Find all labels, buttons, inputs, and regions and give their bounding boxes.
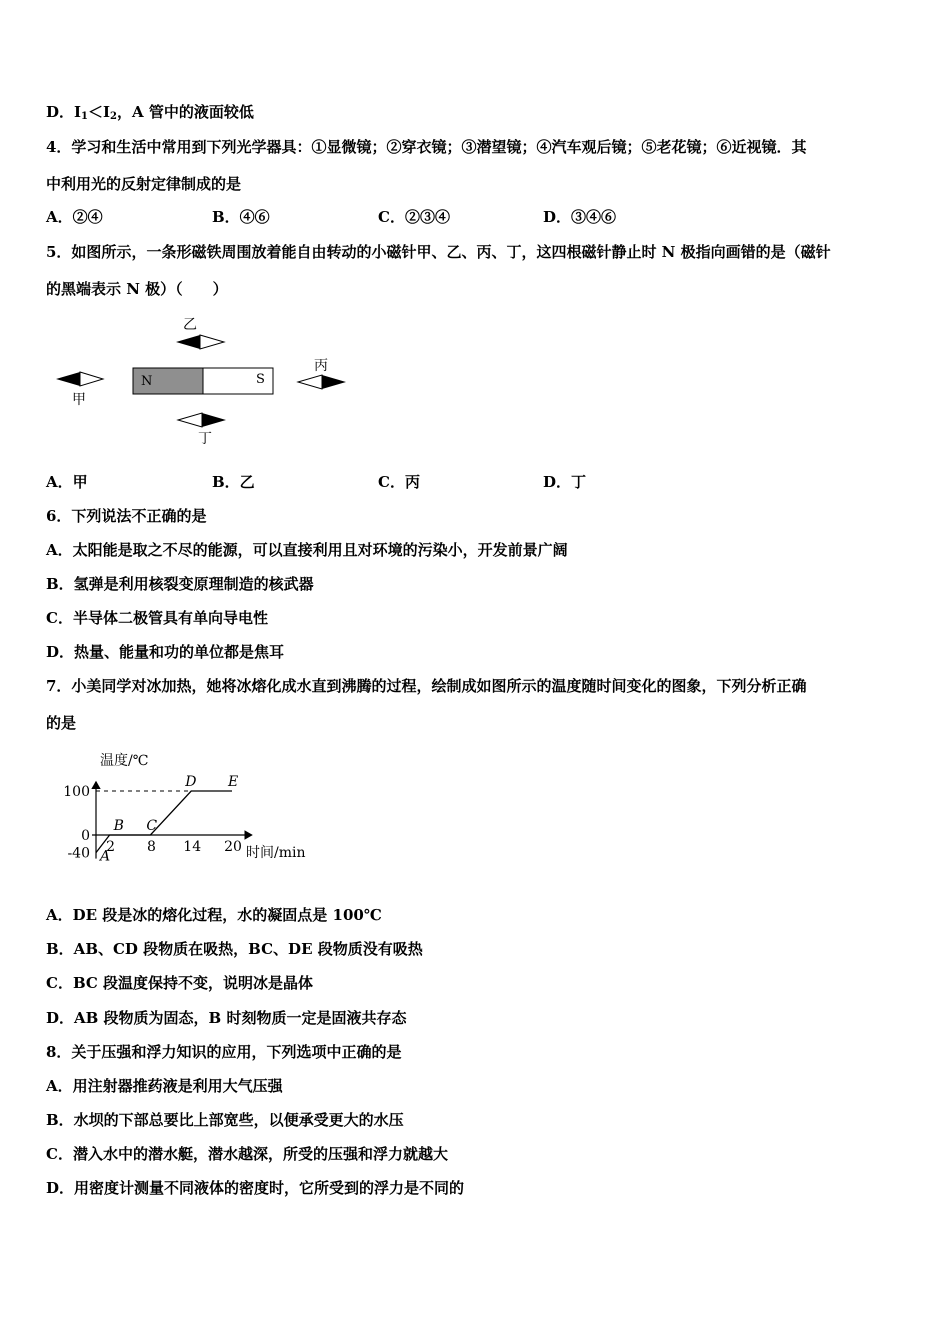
q3-option-d: D．$I_1<I_2$，A 管中的液面较低 [46,103,254,122]
magnet-figure [40,308,360,453]
point-label-a: A [100,848,111,865]
q6-option-c: C．半导体二极管具有单向导电性 [46,609,268,627]
q7-stem-line2: 的是 [46,714,77,732]
q7-option-b: B．AB、CD 段物质在吸热，BC、DE 段物质没有吸热 [46,940,423,958]
y-tick-label: -40 [67,845,90,862]
q4-option-a: A．②④ [46,208,103,226]
q8-option-a: A．用注射器推药液是利用大气压强 [46,1077,283,1095]
q7-option-d: D．AB 段物质为固态，B 时刻物质一定是固液共存态 [46,1009,407,1027]
q5-stem-line2: 的黑端表示 N 极）（ ） [46,280,228,298]
q7-option-c: C．BC 段温度保持不变，说明冰是晶体 [46,974,314,992]
q5-option-c: C．丙 [378,473,420,491]
q7-stem-line1: 7．小美同学对冰加热，她将冰熔化成水直到沸腾的过程，绘制成如图所示的温度随时间变化的图象，下列分析正确 [46,677,807,695]
needle-jia-label: 甲 [72,392,86,408]
q8-stem: 8．关于压强和浮力知识的应用，下列选项中正确的是 [46,1043,402,1061]
x-tick-label: 8 [146,839,156,855]
temperature-time-chart [46,745,326,890]
q4-option-b: B．④⑥ [212,208,270,226]
magnet-n-label: N [141,374,153,389]
q8-option-c: C．潜入水中的潜水艇，潜水越深，所受的压强和浮力就越大 [46,1145,448,1163]
x-tick-label: 2 [106,839,116,855]
point-label-d: D [185,774,197,790]
q8-option-b: B．水坝的下部总要比上部宽些，以便承受更大的水压 [46,1111,404,1129]
q5-stem-line1: 5．如图所示，一条形磁铁周围放着能自由转动的小磁针甲、乙、丙、丁，这四根磁针静止时 N 极指向画错的是（磁针 [46,243,831,261]
needle-ding-label: 丁 [198,431,212,447]
x-tick-label: 20 [224,839,242,855]
q6-option-b: B．氢弹是利用核裂变原理制造的核武器 [46,575,314,593]
y-tick-label: 100 [63,784,90,800]
q4-option-c: C．②③④ [378,208,450,226]
point-label-c: C [146,818,158,834]
magnet-s-label: S [256,372,265,387]
y-axis-label: 温度/℃ [100,753,149,769]
q4-option-d: D．③④⑥ [543,208,617,226]
needle-yi [176,335,224,349]
q6-option-a: A．太阳能是取之不尽的能源，可以直接利用且对环境的污染小，开发前景广阔 [46,541,568,559]
needle-bing [298,375,346,389]
point-label-e: E [228,774,239,790]
y-tick-label: 0 [81,828,90,844]
q5-option-b: B．乙 [212,473,255,491]
needle-bing-label: 丙 [314,358,328,374]
q4-stem-line2: 中利用光的反射定律制成的是 [46,175,242,193]
needle-ding [178,413,226,427]
needle-jia [56,372,103,386]
q7-option-a: A．DE 段是冰的熔化过程，水的凝固点是 100℃ [46,906,382,924]
x-tick-label: 14 [183,839,202,855]
q5-option-a: A．甲 [46,473,88,491]
q6-stem: 6．下列说法不正确的是 [46,507,207,525]
point-label-b: B [113,818,124,834]
x-axis-label: 时间/min [246,845,306,861]
q8-option-d: D．用密度计测量不同液体的密度时，它所受到的浮力是不同的 [46,1179,465,1197]
q6-option-d: D．热量、能量和功的单位都是焦耳 [46,643,285,661]
q5-option-d: D．丁 [543,473,587,491]
q4-stem-line1: 4．学习和生活中常用到下列光学器具：①显微镜；②穿衣镜；③潜望镜；④汽车观后镜；⑤老花镜；⑥近视镜．其 [46,138,807,156]
needle-yi-label: 乙 [183,317,197,333]
